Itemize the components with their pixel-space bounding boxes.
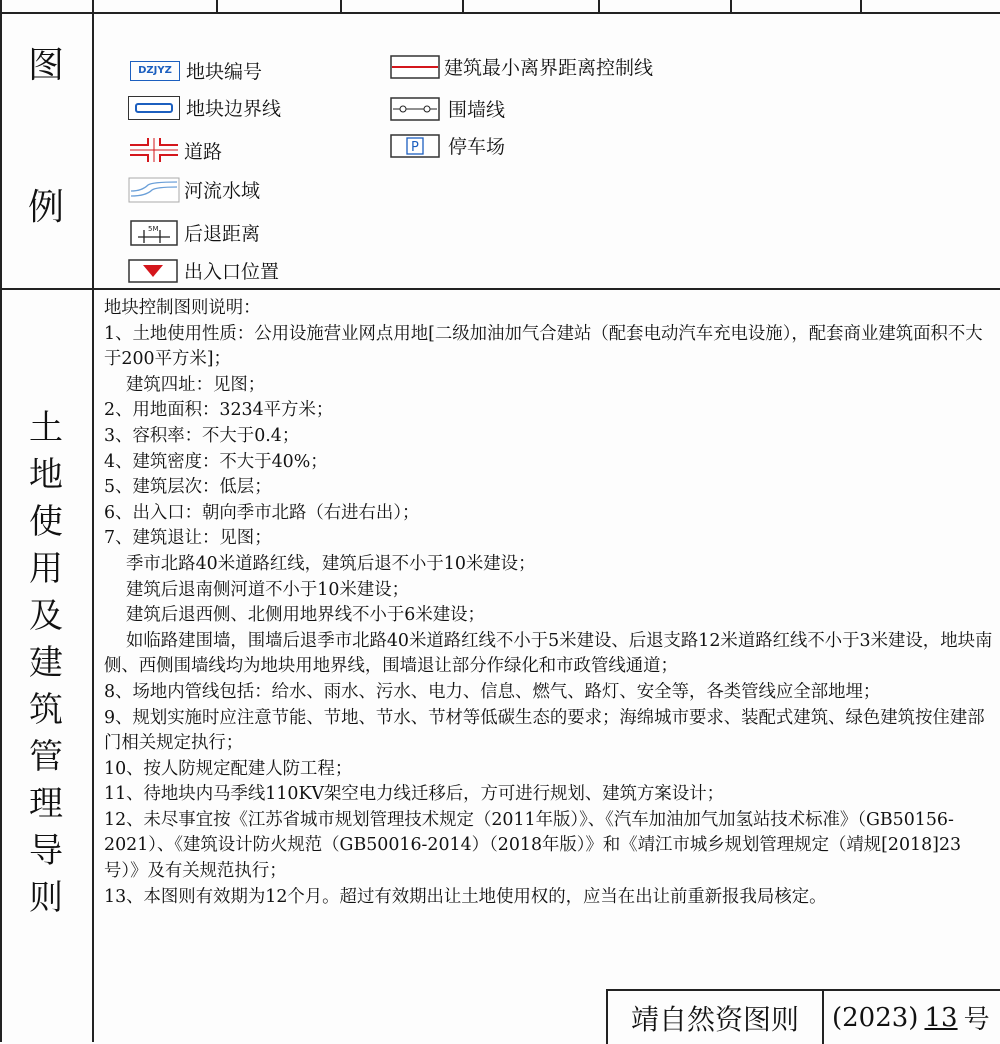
side-char: 用 bbox=[29, 549, 63, 589]
legend-river bbox=[128, 176, 260, 203]
top-tick bbox=[340, 0, 342, 12]
side-char: 导 bbox=[29, 831, 63, 871]
notes-heading: 地块控制图则说明： bbox=[104, 298, 261, 318]
note-line: 5、建筑层次：低层； bbox=[104, 477, 272, 498]
legend-block-code bbox=[130, 57, 262, 84]
note-line: 12、未尽事宜按《江苏省城市规划管理技术规定（2011年版）》、《汽车加油加气加氢站技术标准》（GB50156-2021）、《建筑设计防火规范（GB50016-2014）（2018年版）》和《靖江市城乡规划管理规定（靖规[2018]23号）》及有关规范执行； bbox=[104, 809, 962, 882]
divider bbox=[0, 288, 1000, 290]
note-line: 3、容积率：不大于0.4； bbox=[104, 425, 300, 446]
legend-setback bbox=[130, 219, 260, 246]
block-code-icon: DZJYZ bbox=[130, 61, 180, 81]
top-tick bbox=[462, 0, 464, 12]
legend-label: 河流水域 bbox=[184, 180, 261, 202]
side-char: 管 bbox=[29, 737, 63, 777]
note-line: 13、本图则有效期为12个月。超过有效期出让土地使用权的，应当在出让前重新报我局核定。 bbox=[104, 886, 827, 907]
note-line: 建筑后退西侧、北侧用地界线不小于6米建设； bbox=[126, 605, 485, 626]
wall-line-icon bbox=[390, 97, 440, 121]
document-series-title: 靖自然资图则 bbox=[608, 991, 824, 1044]
legend-label: 道路 bbox=[184, 140, 223, 163]
note-line: 季市北路40米道路红线，建筑后退不小于10米建设； bbox=[126, 553, 536, 574]
legend-label: 地块边界线 bbox=[186, 98, 282, 120]
setback-icon bbox=[130, 220, 178, 246]
number-suffix: 号 bbox=[963, 1005, 990, 1035]
note-line: 如临路建围墙，围墙后退季市北路40米道路红线不小于5米建设、后退支路12米道路红线不小于3米建设，地块南侧、西侧围墙线均为地块用地界线，围墙退让部分作绿化和市政管线通道； bbox=[104, 630, 993, 677]
side-char: 及 bbox=[29, 596, 63, 636]
legend-label: 地块编号 bbox=[186, 61, 263, 83]
side-char: 使 bbox=[29, 502, 63, 542]
note-line: 6、出入口：朝向季市北路（右进右出）； bbox=[104, 502, 420, 523]
side-char: 图 bbox=[27, 45, 64, 86]
side-char: 地 bbox=[29, 455, 63, 495]
note-line: 建筑后退南侧河道不小于10米建设； bbox=[126, 579, 409, 600]
boundary-icon bbox=[128, 96, 180, 120]
note-line: 1、土地使用性质：公用设施营业网点用地[二级加油加气合建站（配套电动汽车充电设施），配套商业建筑面积不大于200平方米]； bbox=[104, 323, 983, 370]
svg-text:P: P bbox=[411, 139, 419, 155]
side-char: 例 bbox=[27, 187, 64, 228]
legend-label: 建筑最小离界距离控制线 bbox=[444, 57, 654, 79]
side-char: 筑 bbox=[29, 690, 63, 730]
legend-side-label bbox=[0, 45, 92, 86]
document-number-box bbox=[606, 989, 1000, 1044]
note-line: 8、场地内管线包括：给水、雨水、污水、电力、信息、燃气、路灯、安全等，各类管线应全部地埋； bbox=[104, 681, 881, 702]
number-prefix: (2023) bbox=[832, 1002, 919, 1033]
note-line: 4、建筑密度：不大于40%； bbox=[104, 451, 328, 472]
note-line: 10、按人防规定配建人防工程； bbox=[104, 758, 353, 779]
number-value: 13 bbox=[924, 1002, 958, 1033]
document-number bbox=[824, 991, 1000, 1044]
top-tick bbox=[860, 0, 862, 12]
note-line: 7、建筑退让：见图； bbox=[104, 528, 272, 549]
entrance-icon bbox=[128, 259, 178, 283]
guide-side-label bbox=[0, 405, 92, 922]
legend-parking bbox=[390, 132, 505, 159]
legend-entrance bbox=[128, 257, 279, 284]
legend-label: 后退距离 bbox=[184, 223, 261, 245]
legend-label: 出入口位置 bbox=[184, 261, 280, 283]
note-line: 9、规划实施时应注意节能、节地、节水、节材等低碳生态的要求；海绵城市要求、装配式建筑、绿色建筑按住建部门相关规定执行； bbox=[104, 707, 985, 754]
guide-notes bbox=[104, 296, 994, 910]
parking-icon bbox=[390, 134, 440, 158]
note-line: 建筑四址：见图； bbox=[126, 374, 266, 395]
top-tick bbox=[216, 0, 218, 12]
legend-wall-line bbox=[390, 95, 505, 122]
svg-text:5M: 5M bbox=[148, 224, 159, 233]
side-char: 理 bbox=[29, 784, 63, 824]
divider bbox=[0, 12, 1000, 14]
legend-road bbox=[128, 136, 222, 164]
legend-label: 停车场 bbox=[448, 136, 506, 158]
red-line-icon bbox=[390, 55, 440, 79]
legend-block-boundary bbox=[128, 94, 281, 121]
legend-min-distance-line bbox=[390, 53, 653, 80]
road-icon bbox=[128, 136, 180, 164]
note-line: 11、待地块内马季线110KV架空电力线迁移后，方可进行规划、建筑方案设计； bbox=[104, 784, 724, 805]
top-tick bbox=[730, 0, 732, 12]
side-char: 建 bbox=[29, 643, 63, 683]
side-char: 土 bbox=[29, 408, 63, 448]
legend-side-label-2 bbox=[0, 187, 92, 228]
note-line: 2、用地面积：3234平方米； bbox=[104, 400, 334, 421]
side-char: 则 bbox=[29, 878, 63, 918]
river-icon bbox=[128, 177, 180, 203]
divider bbox=[92, 0, 94, 1042]
legend-label: 围墙线 bbox=[448, 99, 506, 121]
top-tick bbox=[598, 0, 600, 12]
